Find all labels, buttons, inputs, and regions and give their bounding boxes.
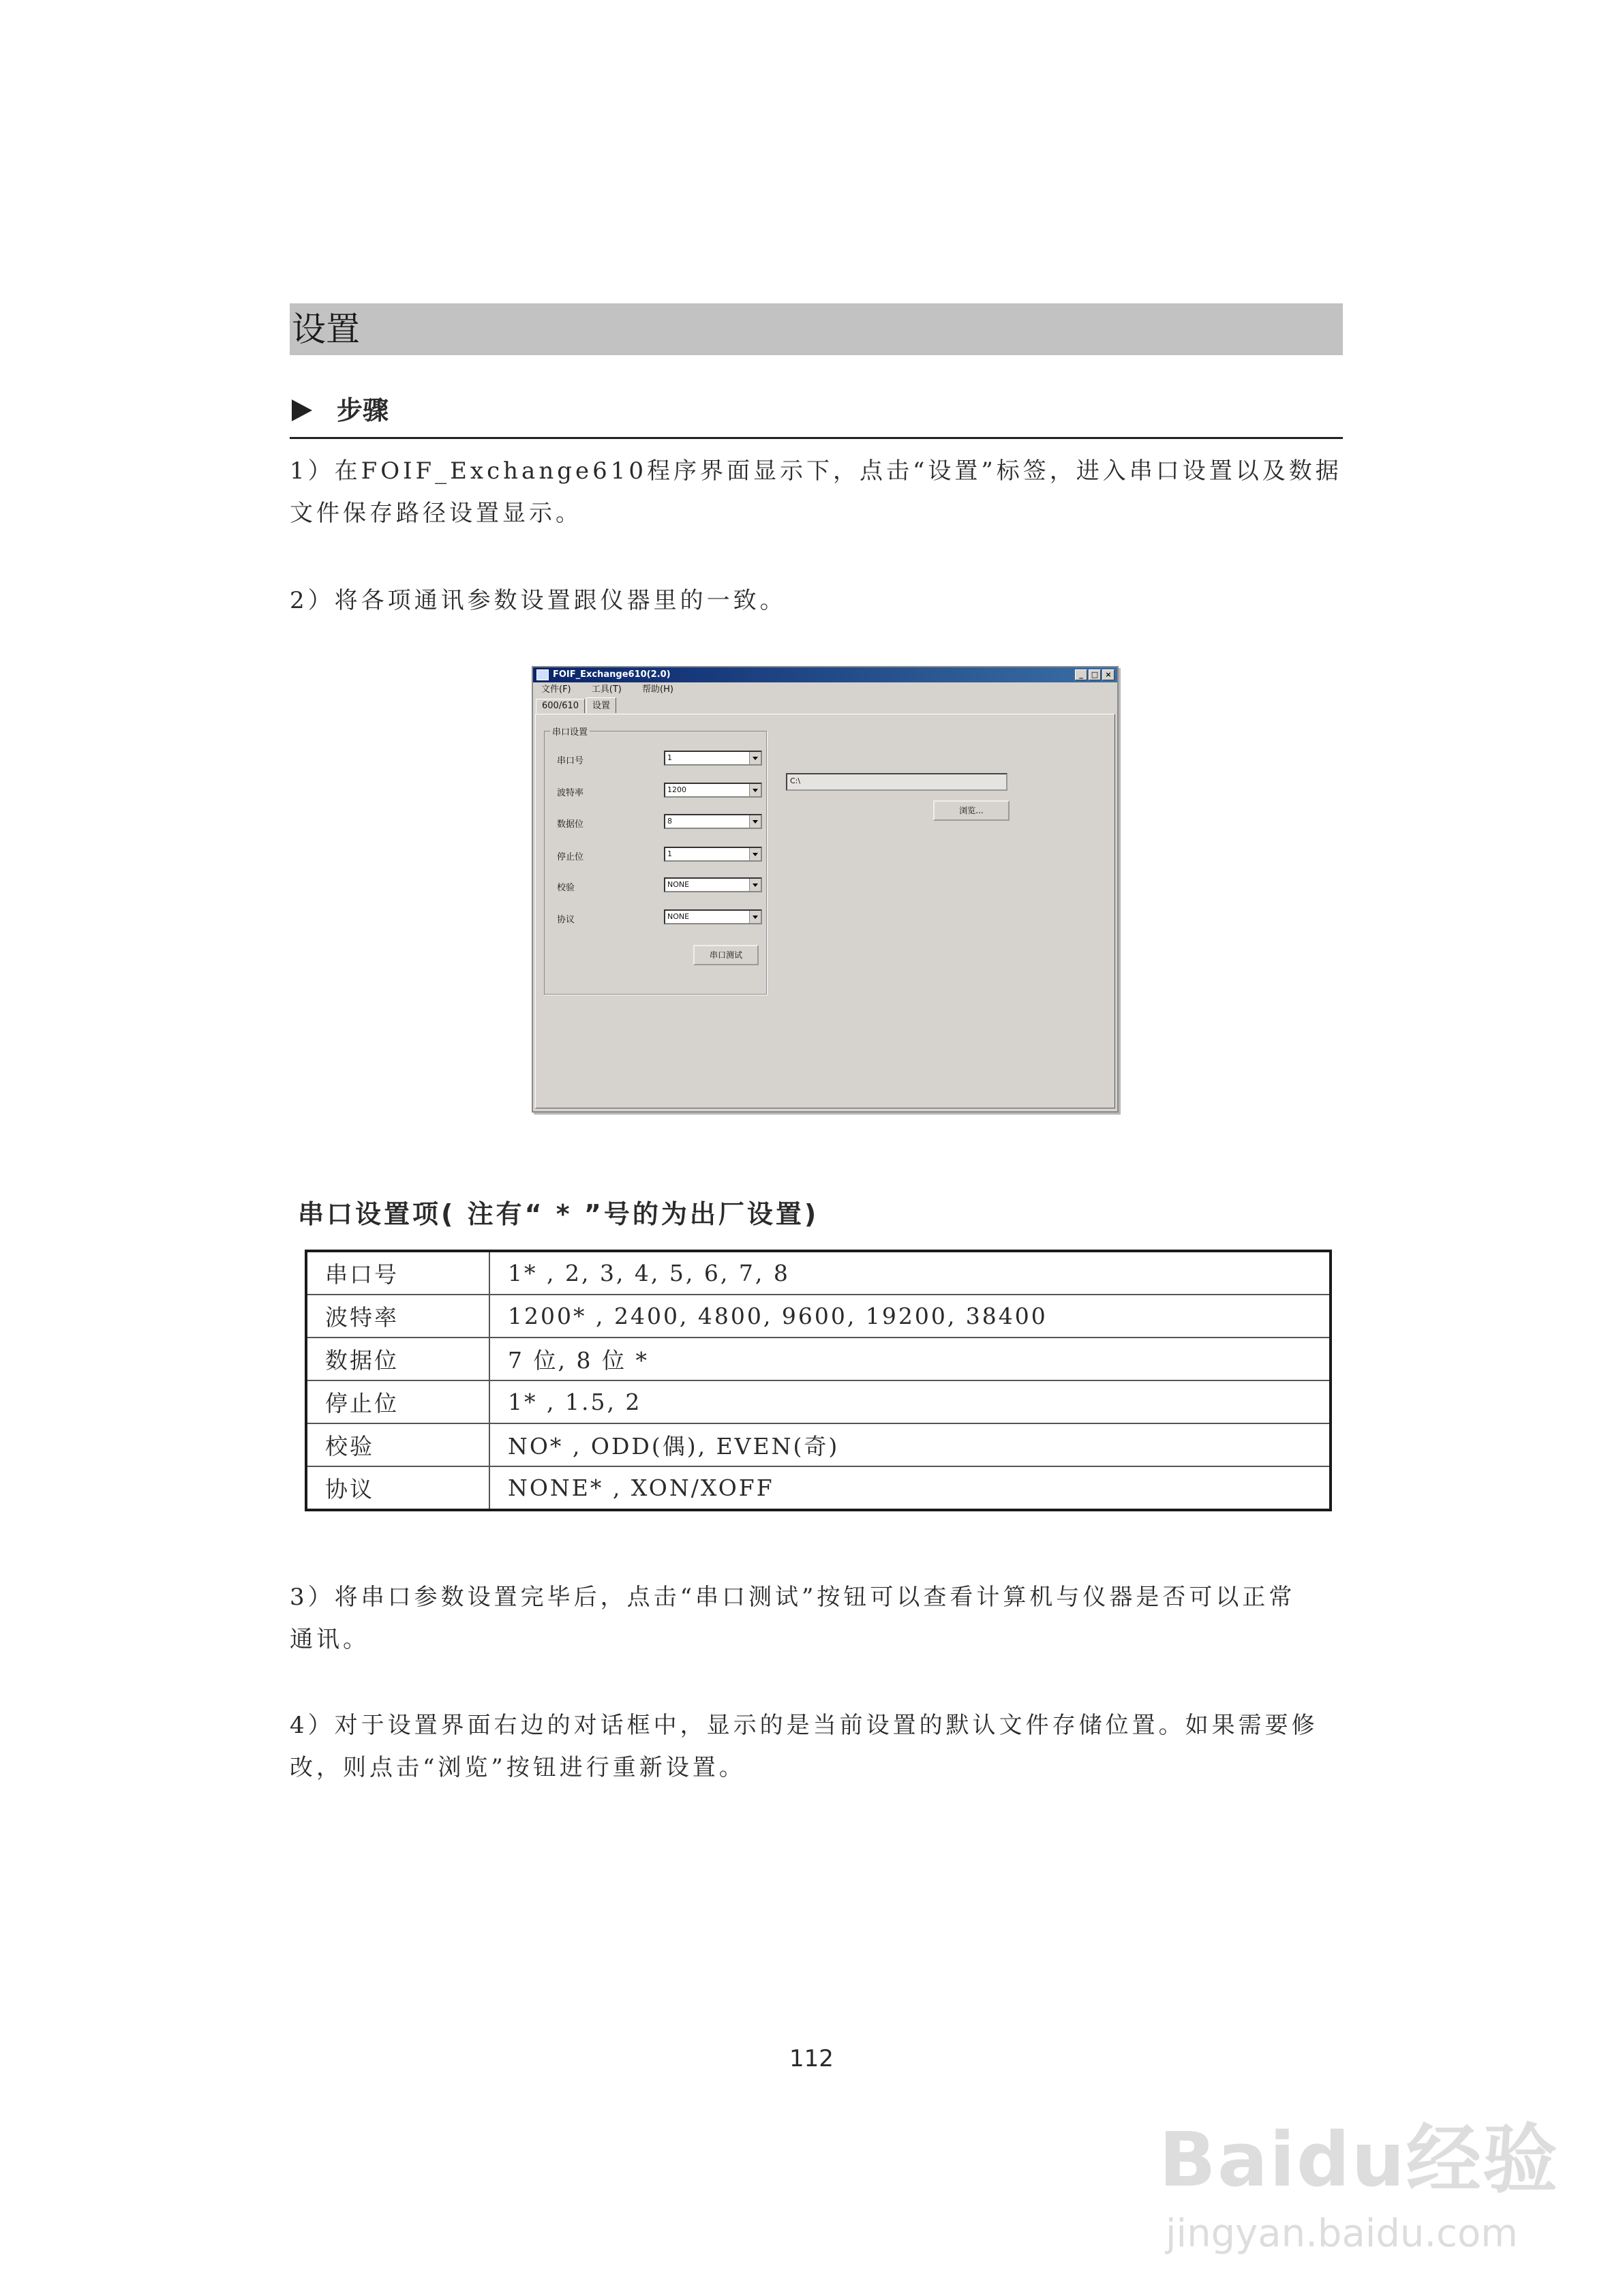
- step-1: [290, 450, 1353, 534]
- step-4-line-1: 4）对于设置界面右边的对话框中，显示的是当前设置的默认文件存储位置。如果需要修: [290, 1712, 1318, 1739]
- field-databits: [557, 814, 761, 830]
- step-3-line-1: 3）将串口参数设置完毕后，点击“串口测试”按钮可以查看计算机与仪器是否可以正常: [290, 1584, 1296, 1611]
- row-value: NONE* , XON/XOFF: [489, 1466, 1331, 1510]
- row-key: 停止位: [306, 1380, 489, 1423]
- field-parity: [557, 877, 761, 894]
- baud-select[interactable]: [664, 783, 762, 798]
- field-port-label: 串口号: [557, 756, 584, 766]
- close-icon[interactable]: ×: [1102, 669, 1114, 680]
- databits-select-value: 8: [667, 817, 672, 826]
- maximize-icon[interactable]: □: [1089, 669, 1101, 680]
- dropdown-arrow-icon[interactable]: [749, 815, 761, 828]
- field-protocol-label: 协议: [557, 915, 575, 925]
- field-databits-label: 数据位: [557, 819, 584, 830]
- parity-select-value: NONE: [667, 880, 690, 889]
- table-row: [306, 1295, 1331, 1338]
- table-row: [306, 1380, 1331, 1423]
- field-parity-label: 校验: [557, 883, 575, 893]
- serial-settings-title: 串口设置: [550, 725, 590, 738]
- app-icon: [536, 669, 549, 680]
- row-key: 校验: [306, 1423, 489, 1466]
- menu-tools[interactable]: 工具(T): [591, 684, 622, 695]
- triangle-bullet-icon: [292, 399, 312, 421]
- tab-600-610[interactable]: 600/610: [536, 699, 585, 713]
- serial-test-button[interactable]: 串口测试: [693, 945, 759, 965]
- port-select[interactable]: [664, 751, 762, 766]
- save-path-field[interactable]: C:\: [786, 773, 1007, 791]
- port-select-value: 1: [667, 753, 672, 762]
- table-row: [306, 1251, 1331, 1295]
- dropdown-arrow-icon[interactable]: [749, 752, 761, 764]
- step-3-line-2: 通讯。: [290, 1626, 369, 1653]
- field-port: [557, 751, 761, 767]
- subheading-label: 步骤: [337, 395, 389, 425]
- table-title: 串口设置项( 注有“ * ”号的为出厂设置): [298, 1199, 819, 1229]
- stopbits-select-value: 1: [667, 849, 672, 858]
- table-row: [306, 1466, 1331, 1510]
- row-value: 7 位, 8 位 *: [489, 1338, 1331, 1380]
- databits-select[interactable]: [664, 814, 762, 829]
- row-value: 1200* , 2400, 4800, 9600, 19200, 38400: [489, 1295, 1331, 1338]
- field-baud-label: 波特率: [557, 788, 584, 798]
- minimize-icon[interactable]: _: [1075, 669, 1087, 680]
- menu-file[interactable]: 文件(F): [541, 684, 571, 695]
- table-row: [306, 1423, 1331, 1466]
- watermark-url: jingyan.baidu.com: [1166, 2211, 1518, 2256]
- dropdown-arrow-icon[interactable]: [749, 784, 761, 796]
- step-1-line-1: 1）在FOIF_Exchange610程序界面显示下，点击“设置”标签，进入串口设置以及数据: [290, 457, 1342, 485]
- tab-strip: [536, 699, 618, 714]
- table-row: [306, 1338, 1331, 1380]
- page-number: 112: [789, 2045, 834, 2072]
- row-key: 波特率: [306, 1295, 489, 1338]
- dropdown-arrow-icon[interactable]: [749, 879, 761, 891]
- dropdown-arrow-icon[interactable]: [749, 848, 761, 860]
- window-titlebar: [533, 667, 1117, 682]
- baidu-watermark: [1159, 2100, 1595, 2256]
- step-2: 2）将各项通讯参数设置跟仪器里的一致。: [290, 587, 787, 614]
- baud-select-value: 1200: [667, 785, 686, 794]
- row-value: 1* , 1.5, 2: [489, 1380, 1331, 1423]
- browse-button[interactable]: 浏览...: [933, 800, 1010, 821]
- section-title: 设置: [290, 303, 1343, 355]
- row-key: 数据位: [306, 1338, 489, 1380]
- step-4-line-2: 改，则点击“浏览”按钮进行重新设置。: [290, 1754, 746, 1781]
- step-4: [290, 1704, 1353, 1789]
- protocol-select-value: NONE: [667, 912, 690, 921]
- serial-settings-table: [305, 1250, 1332, 1511]
- row-key: 协议: [306, 1466, 489, 1510]
- window-controls: [1075, 669, 1114, 680]
- menu-help[interactable]: 帮助(H): [642, 684, 673, 695]
- step-1-line-2: 文件保存路径设置显示。: [290, 500, 582, 527]
- menu-bar: [533, 682, 1117, 697]
- row-value: NO* , ODD(偶), EVEN(奇): [489, 1423, 1331, 1466]
- field-protocol: [557, 909, 761, 926]
- field-baud: [557, 783, 761, 799]
- dropdown-arrow-icon[interactable]: [749, 911, 761, 923]
- subheading: [290, 392, 1343, 439]
- step-3: [290, 1576, 1353, 1661]
- app-window-screenshot: [532, 666, 1119, 1113]
- field-stopbits: [557, 847, 761, 863]
- row-value: 1* , 2, 3, 4, 5, 6, 7, 8: [489, 1251, 1331, 1295]
- row-key: 串口号: [306, 1251, 489, 1295]
- window-title: FOIF_Exchange610(2.0): [553, 669, 671, 680]
- stopbits-select[interactable]: [664, 847, 762, 862]
- field-stopbits-label: 停止位: [557, 852, 584, 862]
- parity-select[interactable]: [664, 877, 762, 892]
- tab-settings[interactable]: 设置: [586, 697, 616, 713]
- serial-settings-group: [544, 727, 767, 995]
- settings-panel: [535, 714, 1115, 1108]
- protocol-select[interactable]: [664, 909, 762, 924]
- watermark-logo-text: Baidu经验: [1159, 2116, 1559, 2203]
